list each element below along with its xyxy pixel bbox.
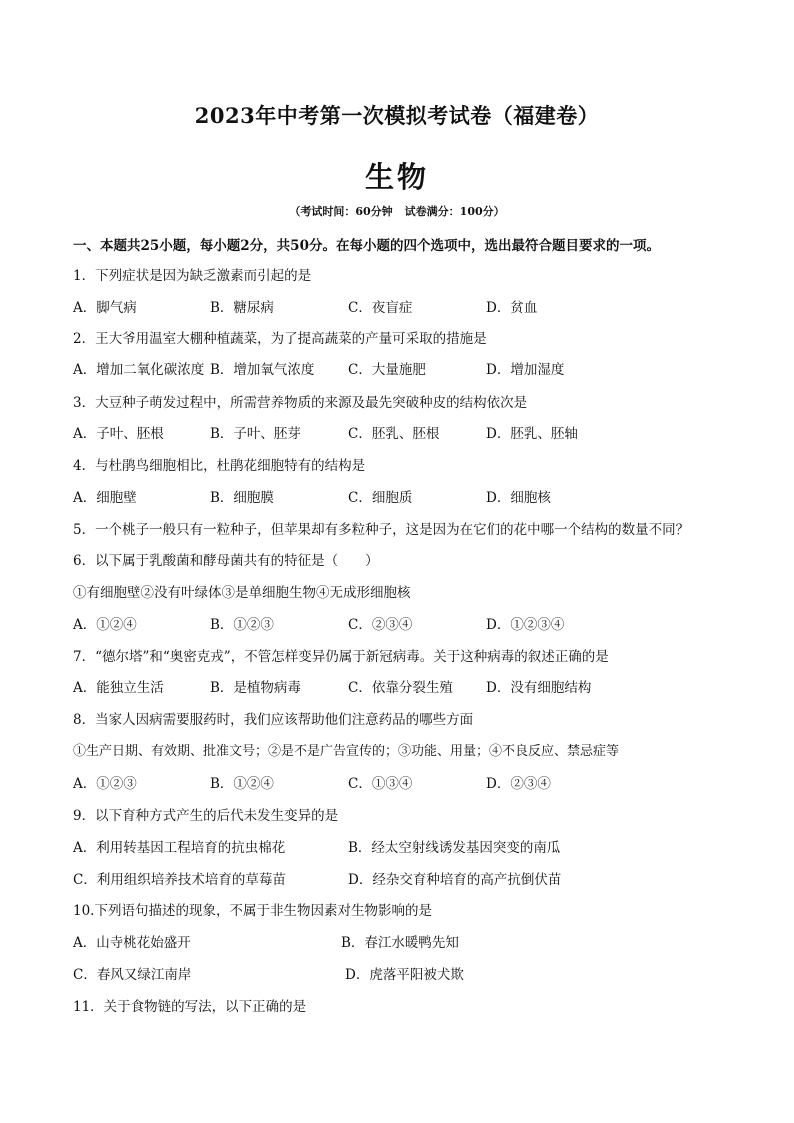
question-stem: 11．关于食物链的写法，以下正确的是 bbox=[73, 999, 307, 1015]
option-c: C．春风又绿江南岸 bbox=[73, 967, 192, 983]
option-a: A．山寺桃花始盛开 bbox=[73, 935, 191, 951]
option-d: D．②③④ bbox=[486, 776, 551, 792]
question-note: ①生产日期、有效期、批准文号；②是不是广告宣传的；③功能、用量；④不良反应、禁忌症等 bbox=[73, 744, 620, 759]
option-b: B．①②④ bbox=[210, 776, 274, 792]
option-a: A．能独立生活 bbox=[73, 680, 164, 696]
option-c: C．利用组织培养技术培育的草莓苗 bbox=[73, 872, 286, 888]
question-stem: 5．一个桃子一般只有一粒种子，但苹果却有多粒种子，这是因为在它们的花中哪一个结构的数量不同？ bbox=[73, 522, 690, 538]
section-instructions: 一、本题共25小题，每小题2分，共50分。在每小题的四个选项中，选出最符合题目要求的一项。 bbox=[73, 238, 660, 254]
option-a: A．细胞壁 bbox=[73, 490, 137, 506]
option-a: A．脚气病 bbox=[73, 300, 137, 316]
option-b: B．经太空射线诱发基因突变的南瓜 bbox=[348, 840, 561, 856]
option-d: D．增加湿度 bbox=[486, 362, 565, 378]
option-a: A．利用转基因工程培育的抗虫棉花 bbox=[73, 840, 286, 856]
option-c: C．细胞质 bbox=[348, 490, 413, 506]
option-c: C．大量施肥 bbox=[348, 362, 426, 378]
option-d: D．没有细胞结构 bbox=[486, 680, 592, 696]
option-a: A．增加二氧化碳浓度 bbox=[73, 362, 205, 378]
question-stem: 1．下列症状是因为缺乏激素而引起的是 bbox=[73, 268, 312, 284]
option-c: C．胚乳、胚根 bbox=[348, 426, 440, 442]
question-stem: 6．以下属于乳酸菌和酵母菌共有的特征是（ ） bbox=[73, 553, 379, 569]
option-c: C．依靠分裂生殖 bbox=[348, 680, 453, 696]
subject-heading: 生物 bbox=[364, 160, 429, 194]
question-stem: 2．王大爷用温室大棚种植蔬菜，为了提高蔬菜的产量可采取的措施是 bbox=[73, 331, 487, 347]
option-d: D．虎落平阳被犬欺 bbox=[345, 967, 464, 983]
option-d: D．细胞核 bbox=[486, 490, 551, 506]
option-d: D．胚乳、胚轴 bbox=[486, 426, 578, 442]
option-a: A．子叶、胚根 bbox=[73, 426, 164, 442]
question-stem: 3．大豆种子萌发过程中，所需营养物质的来源及最先突破种皮的结构依次是 bbox=[73, 395, 528, 411]
option-c: C．夜盲症 bbox=[348, 300, 413, 316]
question-note: ①有细胞壁②没有叶绿体③是单细胞生物④无成形细胞核 bbox=[73, 585, 411, 601]
question-stem: 8．当家人因病需要服药时，我们应该帮助他们注意药品的哪些方面 bbox=[73, 712, 474, 728]
exam-time: （考试时间：60分钟 bbox=[289, 205, 393, 218]
option-b: B．是植物病毒 bbox=[210, 680, 301, 696]
option-a: A．①②④ bbox=[73, 617, 137, 633]
option-b: B．细胞膜 bbox=[210, 490, 274, 506]
question-stem: 4．与杜鹃鸟细胞相比，杜鹃花细胞特有的结构是 bbox=[73, 458, 366, 474]
exam-info bbox=[0, 203, 794, 219]
option-c: C．②③④ bbox=[348, 617, 413, 633]
option-c: C．①③④ bbox=[348, 776, 413, 792]
question-stem: 7．“德尔塔”和“奥密克戎”，不管怎样变异仍属于新冠病毒。关于这种病毒的叙述正确的是 bbox=[73, 649, 609, 665]
option-d: D．贫血 bbox=[486, 300, 538, 316]
exam-score: 试卷满分：100分） bbox=[404, 205, 505, 218]
option-d: D．经杂交育种培育的高产抗倒伏苗 bbox=[348, 872, 562, 888]
option-b: B．①②③ bbox=[210, 617, 274, 633]
option-b: B．子叶、胚芽 bbox=[210, 426, 301, 442]
question-stem: 9．以下育种方式产生的后代未发生变异的是 bbox=[73, 808, 339, 824]
option-d: D．①②③④ bbox=[486, 617, 565, 633]
exam-title: 2023年中考第一次模拟考试卷（福建卷） bbox=[194, 103, 600, 128]
option-b: B．增加氧气浓度 bbox=[210, 362, 315, 378]
option-b: B．糖尿病 bbox=[210, 300, 274, 316]
option-a: A．①②③ bbox=[73, 776, 137, 792]
question-stem: 10.下列语句描述的现象，不属于非生物因素对生物影响的是 bbox=[73, 903, 432, 919]
option-b: B．春江水暖鸭先知 bbox=[341, 935, 459, 951]
